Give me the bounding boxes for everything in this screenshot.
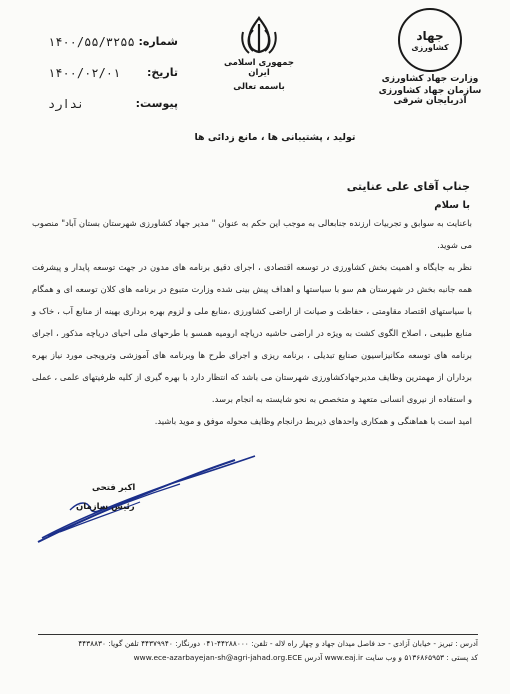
invocation-text: باسمه تعالی	[233, 82, 285, 92]
iran-emblem-icon	[239, 14, 279, 56]
footer-divider	[38, 634, 478, 635]
letter-footer	[38, 634, 478, 665]
footer-address: آدرس : تبریز - خیابان آزادی - حد فاصل میدان جهاد و چهار راه لاله - تلفن: ۴۴۲۸۸۰۰۰-۰۴۱ دورنگار: ۴۴۳۷۹۹۴۰ تلفن گویا: ۴۴۳۸۸۳۰	[78, 639, 478, 648]
signatory-title: رئیس سازمان	[76, 502, 135, 512]
attachment-value: ندارد	[48, 96, 85, 111]
ministry-logo-block	[370, 8, 490, 106]
salutation: جناب آقای علی عنایتی	[346, 180, 470, 193]
number-value: ۱۴۰۰/۵۵/۳۲۵۵	[48, 34, 135, 49]
number-row	[48, 26, 178, 57]
logo-inner-top: جهاد	[416, 28, 444, 43]
signatory-name: اکبر فتحی	[92, 483, 136, 493]
date-label: تاریخ:	[146, 66, 178, 79]
handwritten-signature	[30, 440, 270, 550]
jahad-logo-icon	[398, 8, 462, 72]
organization-name: سازمان جهاد کشاورزی آذربایجان شرقی	[378, 86, 482, 106]
number-label: شماره:	[138, 35, 178, 48]
date-value: ۱۴۰۰/۰۲/۰۱	[48, 65, 121, 80]
ministry-name: وزارت جهاد کشاورزی	[381, 74, 479, 84]
footer-contact: کد پستی : ۵۱۳۶۸۶۵۹۵۳ و وب سایت www.eaj.ir آدرس www.ece-azarbayejan-sh@agri-jahad.org.ECE	[133, 653, 478, 662]
attachment-label: پیوست:	[135, 97, 178, 110]
logo-inner-bottom: کشاورزی	[411, 42, 449, 52]
iran-emblem-block	[224, 14, 294, 92]
letter-meta	[48, 26, 178, 119]
attachment-row	[48, 88, 178, 119]
date-row	[48, 57, 178, 88]
paragraph-closing: امید است با هماهنگی و همکاری واحدهای ذیربط درانجام وظایف محوله موفق و موید باشید.	[154, 416, 472, 426]
paragraph-appointment: باعنایت به سوابق و تجربیات ارزنده جنابعالی به موجب این حکم به عنوان " مدیر جهاد کشاورزی شهرستان بستان آباد" منصوب می شوید.	[32, 218, 472, 250]
paragraph-duties-text: نظر به جایگاه و اهمیت بخش کشاورزی در توسعه اقتصادی ، اجرای دقیق برنامه های مدون در جهت توسعه پایدار و پیشرفت همه جانبه بخش در شهرستان هم سو با سیاستها و اهداف پیش بینی شده وزارت متبوع در برنامه های کلان توسعه ای و همگام با سیاستهای اقتصاد مقاومتی ، حفاظت و صیانت از اراضی کشاورزی ،منابع ملی و لزوم بهره برداری بهینه از منابع آب ، خاک و منابع طبیعی ، اصلاح الگوی کشت به ویژه در اراضی حاشیه دریاچه ارومیه همسو با طرحهای ملی احیای دریاچه مذکور ، اجرای برنامه های توسعه مکانیزاسیون صنایع تبدیلی ، برنامه ریزی و اجرای طرح ها وبرنامه های آموزشی وترویجی مورد نیاز بهره برداران از مهمترین وظایف مدیرجهادکشاورزی شهرستان می باشد که انتظار دارد با بهره گیری از کلیه ظرفیتهای علمی ، عملی و استفاده از نیروی انسانی متعهد و متخصص به نحو شایسته به انجام برسد.	[32, 262, 472, 404]
paragraph-duties	[32, 256, 472, 432]
country-name: جمهوری اسلامی ایران	[224, 58, 294, 78]
greeting: با سلام	[434, 200, 470, 211]
year-slogan: تولید ، پشتیبانی ها ، مانع زدائی ها	[194, 132, 356, 143]
